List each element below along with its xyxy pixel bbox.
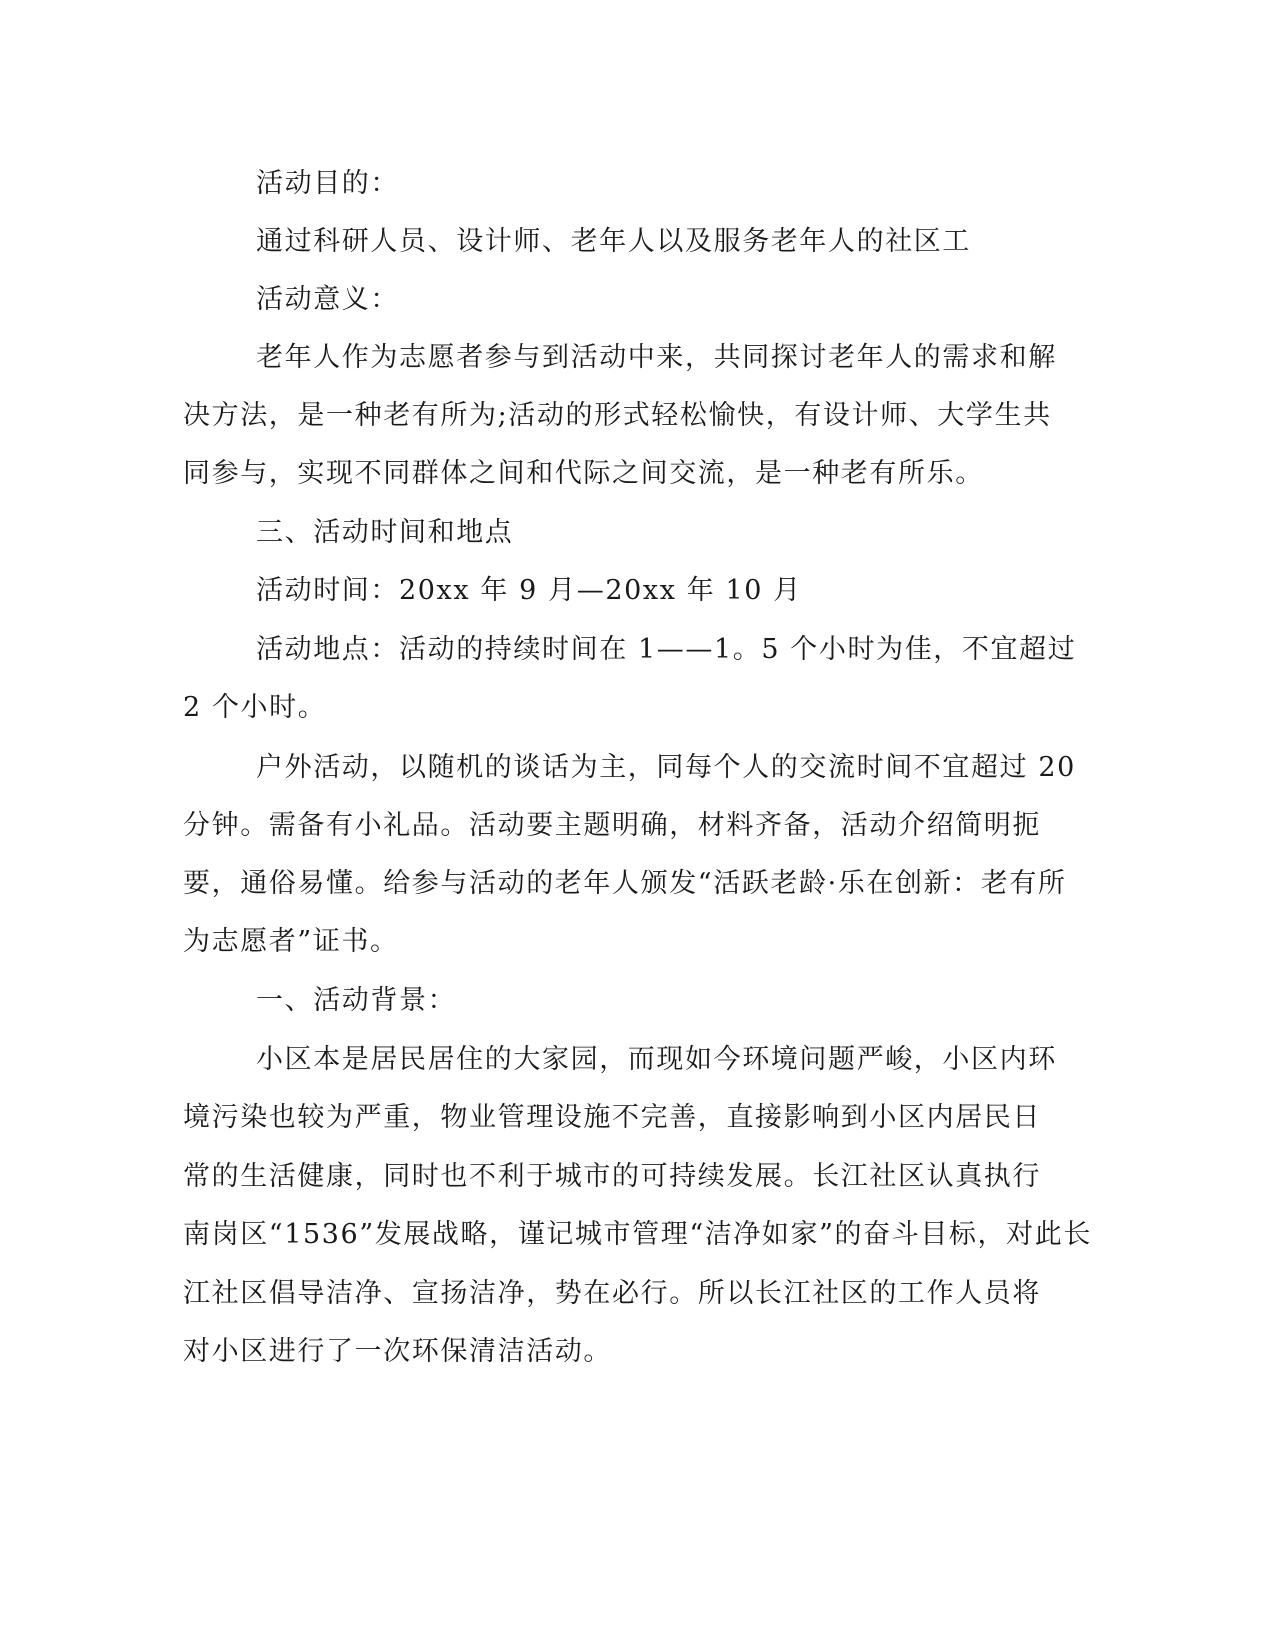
heading-activity-background: 一、活动背景：	[256, 985, 457, 1016]
paragraph-line: 活动时间：20xx 年 9 月—20xx 年 10 月	[256, 575, 802, 606]
paragraph-line: 对小区进行了一次环保清洁活动。	[183, 1336, 612, 1367]
paragraph-line: 通过科研人员、设计师、老年人以及服务老年人的社区工	[256, 226, 971, 257]
paragraph-line: 活动地点：活动的持续时间在 1——1。5 个小时为佳，不宜超过	[256, 634, 1077, 665]
paragraph-line: 2 个小时。	[183, 692, 327, 723]
paragraph-line: 户外活动，以随机的谈话为主，同每个人的交流时间不宜超过 20	[256, 752, 1076, 783]
paragraph-line: 老年人作为志愿者参与到活动中来，共同探讨老年人的需求和解	[256, 342, 1057, 373]
paragraph-line: 境污染也较为严重，物业管理设施不完善，直接影响到小区内居民日	[183, 1102, 1041, 1133]
paragraph-line: 江社区倡导洁净、宣扬洁净，势在必行。所以长江社区的工作人员将	[183, 1278, 1041, 1309]
paragraph-line: 常的生活健康，同时也不利于城市的可持续发展。长江社区认真执行	[183, 1161, 1041, 1192]
paragraph-line: 要，通俗易懂。给参与活动的老年人颁发“活跃老龄·乐在创新：老有所	[183, 868, 1067, 899]
heading-time-and-place: 三、活动时间和地点	[256, 517, 514, 548]
heading-activity-significance: 活动意义：	[256, 284, 399, 315]
paragraph-line: 南岗区“1536”发展战略，谨记城市管理“洁净如家”的奋斗目标，对此长	[183, 1219, 1092, 1250]
paragraph-line: 小区本是居民居住的大家园，而现如今环境问题严峻，小区内环	[256, 1044, 1057, 1075]
paragraph-line: 分钟。需备有小礼品。活动要主题明确，材料齐备，活动介绍简明扼	[183, 810, 1041, 841]
heading-activity-purpose: 活动目的：	[256, 168, 399, 199]
paragraph-line: 同参与，实现不同群体之间和代际之间交流，是一种老有所乐。	[183, 458, 984, 489]
paragraph-line: 决方法，是一种老有所为;活动的形式轻松愉快，有设计师、大学生共	[183, 400, 1052, 431]
paragraph-line: 为志愿者”证书。	[183, 926, 399, 957]
